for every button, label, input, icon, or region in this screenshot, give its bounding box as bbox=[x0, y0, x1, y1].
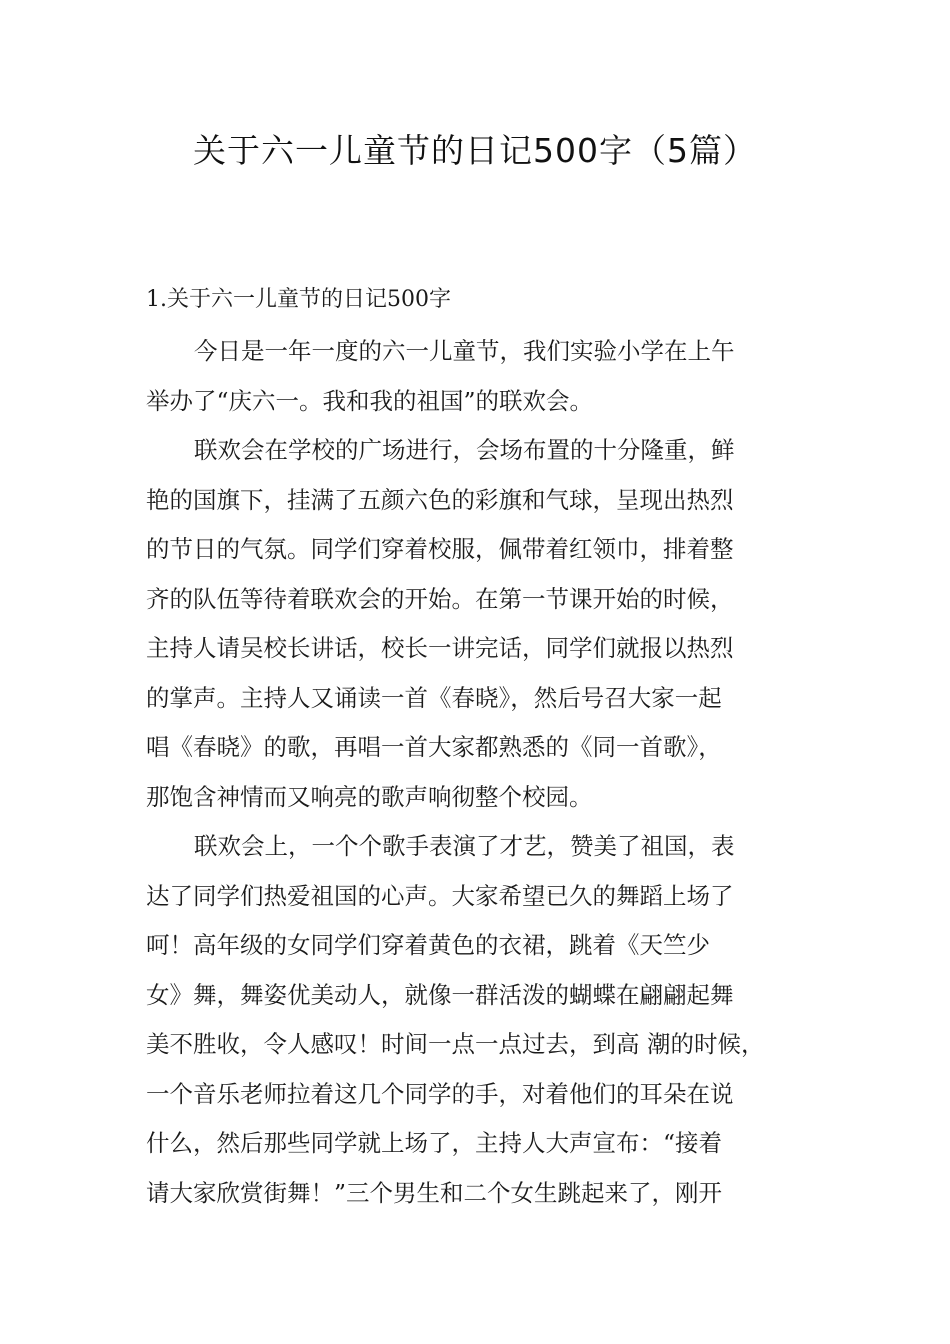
text-line: 请大家欣赏街舞！”三个男生和二个女生跳起来了，刚开 bbox=[146, 1178, 723, 1207]
text-line: 艳的国旗下，挂满了五颜六色的彩旗和气球，呈现出热烈 bbox=[146, 485, 734, 514]
text-line: 那饱含神情而又响亮的歌声响彻整个校园。 bbox=[146, 782, 593, 811]
text-line: 唱《春晓》的歌，再唱一首大家都熟悉的《同一首歌》， bbox=[146, 733, 722, 761]
text-line: 一个音乐老师拉着这几个同学的手，对着他们的耳朵在说 bbox=[146, 1079, 734, 1108]
text-line: 联欢会在学校的广场进行，会场布置的十分隆重，鲜 bbox=[194, 436, 735, 464]
text-line: 主持人请吴校长讲话，校长一讲完话，同学们就报以热烈 bbox=[146, 634, 734, 662]
document-title: 关于六一儿童节的日记500字（5篇） bbox=[193, 131, 757, 170]
article-body bbox=[146, 327, 826, 1218]
text-line: 的掌声。主持人又诵读一首《春晓》，然后号召大家一起 bbox=[146, 683, 722, 712]
text-line: 女》舞，舞姿优美动人，就像一群活泼的蝴蝶在翩翩起舞 bbox=[146, 980, 734, 1009]
text-line: 今日是一年一度的六一儿童节，我们实验小学在上午 bbox=[194, 337, 735, 365]
text-line: 什么，然后那些同学就上场了，主持人大声宣布：“接着 bbox=[146, 1129, 723, 1157]
section-heading: 1.关于六一儿童节的日记500字 bbox=[146, 287, 451, 312]
text-line: 的节日的气氛。同学们穿着校服，佩带着红领巾，排着整 bbox=[146, 535, 734, 563]
text-line: 齐的队伍等待着联欢会的开始。在第一节课开始的时候， bbox=[146, 584, 734, 613]
text-line: 美不胜收，令人感叹！时间一点一点过去，到高 潮的时候， bbox=[146, 1030, 765, 1058]
text-line: 达了同学们热爱祖国的心声。大家希望已久的舞蹈上场了 bbox=[146, 881, 734, 910]
text-line: 举办了“庆六一。我和我的祖国”的联欢会。 bbox=[146, 386, 594, 415]
text-line: 呵！高年级的女同学们穿着黄色的衣裙，跳着《天竺少 bbox=[146, 931, 710, 959]
text-line: 联欢会上，一个个歌手表演了才艺，赞美了祖国，表 bbox=[194, 832, 735, 860]
